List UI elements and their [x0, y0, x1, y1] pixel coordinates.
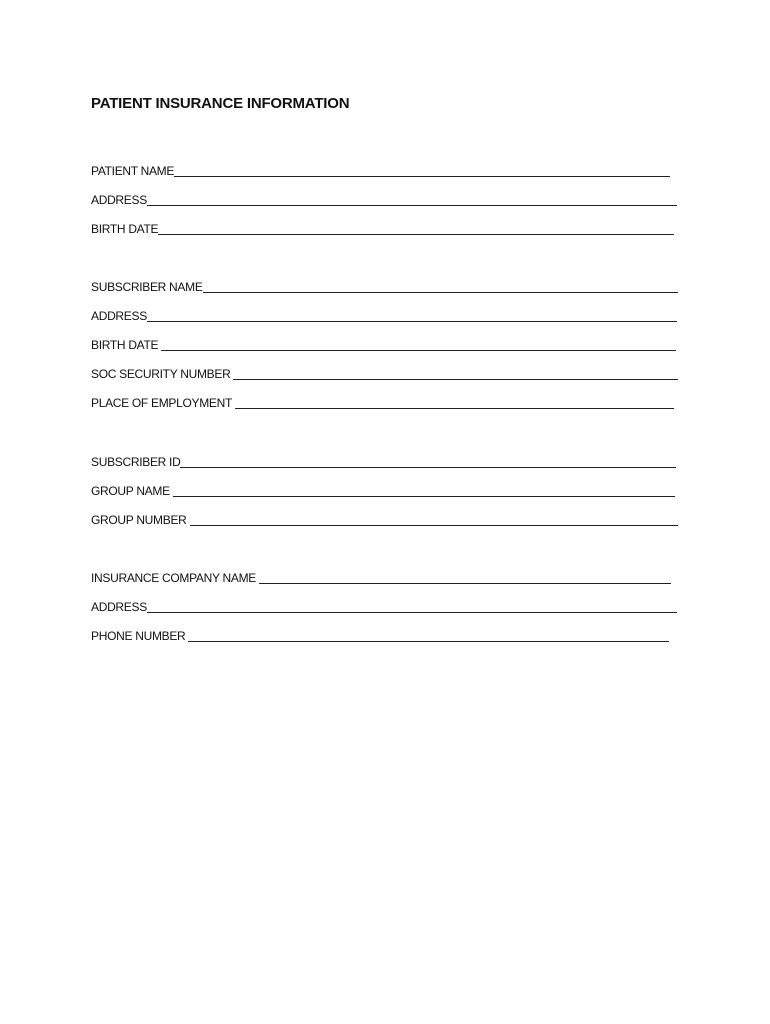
phone-number-field[interactable]	[91, 615, 681, 644]
place-of-employment-field[interactable]	[91, 382, 681, 411]
insurance-address-label: ADDRESS	[91, 600, 147, 614]
group-number-line[interactable]	[190, 525, 678, 526]
subscriber-name-field[interactable]	[91, 266, 681, 295]
patient-name-line[interactable]	[174, 176, 670, 177]
phone-number-label: PHONE NUMBER	[91, 629, 186, 643]
patient-birth-date-field[interactable]	[91, 208, 681, 237]
subscriber-address-line[interactable]	[147, 321, 677, 322]
place-of-employment-label: PLACE OF EMPLOYMENT	[91, 396, 232, 410]
page-title: PATIENT INSURANCE INFORMATION	[91, 95, 350, 112]
insurance-address-field[interactable]	[91, 586, 681, 615]
subscriber-birth-date-field[interactable]	[91, 324, 681, 353]
group-number-field[interactable]	[91, 499, 681, 528]
soc-security-number-line[interactable]	[233, 379, 678, 380]
group-section	[91, 441, 681, 528]
subscriber-name-line[interactable]	[203, 292, 678, 293]
patient-name-field[interactable]	[91, 150, 681, 179]
insurance-address-line[interactable]	[147, 612, 677, 613]
subscriber-address-label: ADDRESS	[91, 309, 147, 323]
patient-address-line[interactable]	[147, 205, 677, 206]
subscriber-id-field[interactable]	[91, 441, 681, 470]
group-name-line[interactable]	[173, 496, 675, 497]
group-name-field[interactable]	[91, 470, 681, 499]
insurance-company-name-line[interactable]	[259, 583, 671, 584]
subscriber-birth-date-label: BIRTH DATE	[91, 338, 159, 352]
patient-address-label: ADDRESS	[91, 193, 147, 207]
patient-birth-date-line[interactable]	[158, 234, 674, 235]
phone-number-line[interactable]	[188, 641, 669, 642]
insurance-section	[91, 557, 681, 644]
insurance-company-name-field[interactable]	[91, 557, 681, 586]
place-of-employment-line[interactable]	[235, 408, 674, 409]
subscriber-section	[91, 266, 681, 411]
patient-name-label: PATIENT NAME	[91, 164, 175, 178]
subscriber-id-line[interactable]	[180, 467, 676, 468]
subscriber-birth-date-line[interactable]	[161, 350, 676, 351]
group-number-label: GROUP NUMBER	[91, 513, 187, 527]
patient-address-field[interactable]	[91, 179, 681, 208]
subscriber-id-label: SUBSCRIBER ID	[91, 455, 181, 469]
group-name-label: GROUP NAME	[91, 484, 170, 498]
soc-security-number-label: SOC SECURITY NUMBER	[91, 367, 231, 381]
insurance-company-name-label: INSURANCE COMPANY NAME	[91, 571, 256, 585]
subscriber-name-label: SUBSCRIBER NAME	[91, 280, 203, 294]
soc-security-number-field[interactable]	[91, 353, 681, 382]
subscriber-address-field[interactable]	[91, 295, 681, 324]
patient-section	[91, 150, 681, 237]
patient-birth-date-label: BIRTH DATE	[91, 222, 159, 236]
